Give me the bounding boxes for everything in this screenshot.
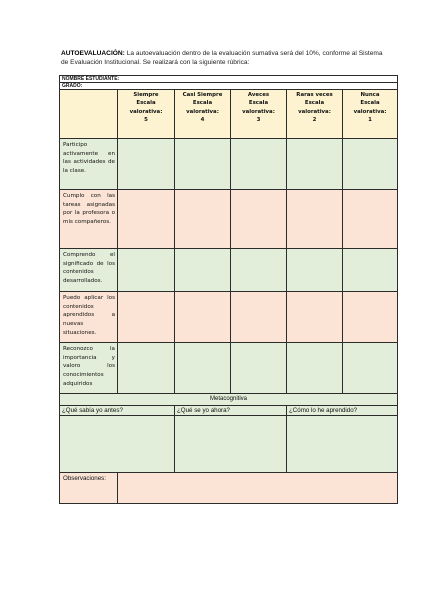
observations-row	[60, 473, 398, 504]
scale-value: 2	[312, 116, 317, 123]
scale-label: valorativa:	[186, 108, 219, 115]
answer-before-field[interactable]	[60, 416, 175, 473]
criterion-text: Comprendo el significado de los contenidos desarrollados.	[60, 249, 118, 292]
scale-label: valorativa:	[242, 108, 275, 115]
scale-value: 5	[144, 116, 148, 123]
scale-value: 3	[256, 116, 261, 123]
student-name-field[interactable]: NOMBRE ESTUDIANTE:	[60, 76, 398, 83]
rating-cell[interactable]	[175, 249, 231, 292]
rating-cell[interactable]	[118, 292, 175, 343]
scale-name: Nunca	[360, 92, 380, 98]
question-now: ¿Qué se yo ahora?	[175, 406, 287, 416]
scale-label: valorativa:	[353, 108, 387, 115]
rating-cell[interactable]	[287, 139, 343, 190]
rating-cell[interactable]	[231, 190, 287, 249]
question-before: ¿Qué sabía yo antes?	[60, 406, 175, 416]
scale-header-1	[343, 90, 398, 139]
rating-cell[interactable]	[231, 343, 287, 394]
scale-name: Raras veces	[296, 92, 333, 98]
question-how: ¿Cómo lo he aprendido?	[287, 406, 398, 416]
scale-name: Casi Siempre	[182, 92, 223, 98]
scale-word: Escala	[304, 100, 325, 107]
intro-label: AUTOEVALUACIÓN:	[61, 50, 125, 57]
scale-value: 4	[200, 116, 205, 123]
rating-cell[interactable]	[175, 139, 231, 190]
rating-cell[interactable]	[118, 343, 175, 394]
observations-label: Observaciones:	[60, 473, 118, 504]
metacognitive-row	[60, 394, 398, 406]
rating-cell[interactable]	[118, 190, 175, 249]
scale-value: 1	[368, 116, 372, 123]
rating-cell[interactable]	[231, 292, 287, 343]
scale-word: Escala	[192, 100, 213, 107]
rating-cell[interactable]	[118, 249, 175, 292]
scale-name: Aveces	[247, 92, 270, 98]
questions-row	[60, 406, 398, 416]
scale-header-3	[231, 90, 287, 139]
observations-field[interactable]	[118, 473, 398, 504]
answer-how-field[interactable]	[287, 416, 398, 473]
criterion-row	[60, 292, 398, 343]
scale-header-2	[287, 90, 343, 139]
answers-row	[60, 416, 398, 473]
rating-cell[interactable]	[343, 343, 398, 394]
rating-cell[interactable]	[287, 292, 343, 343]
criterion-row	[60, 249, 398, 292]
criterion-row	[60, 190, 398, 249]
rating-cell[interactable]	[343, 249, 398, 292]
rating-cell[interactable]	[287, 190, 343, 249]
rating-cell[interactable]	[343, 139, 398, 190]
scale-header-5	[118, 90, 175, 139]
scale-label: valorativa:	[298, 108, 331, 115]
scale-header-4	[175, 90, 231, 139]
rating-cell[interactable]	[287, 249, 343, 292]
criteria-header-cell	[60, 90, 118, 139]
rating-cell[interactable]	[175, 292, 231, 343]
scale-word: Escala	[136, 100, 156, 107]
criterion-text: Participo activamente en las actividades de la clase.	[60, 139, 118, 190]
grade-row	[60, 83, 398, 90]
rating-cell[interactable]	[118, 139, 175, 190]
grade-field[interactable]: GRADO:	[60, 83, 398, 90]
intro-text: La autoevaluación dentro de la evaluación sumativa será del 10%, conforme al Sistema de Evaluación Institucional. Se realizará con la siguiente rúbrica:	[61, 50, 383, 66]
rating-cell[interactable]	[231, 139, 287, 190]
rating-cell[interactable]	[231, 249, 287, 292]
intro-paragraph	[61, 50, 391, 67]
metacognitive-title: Metacognitiva	[60, 394, 398, 406]
scale-word: Escala	[360, 100, 380, 107]
criterion-text: Cumplo con las tareas asignadas por la profesora o mis compañeros.	[60, 190, 118, 249]
criterion-row	[60, 139, 398, 190]
rubric-table	[59, 75, 398, 504]
student-name-row	[60, 76, 398, 83]
rating-cell[interactable]	[287, 343, 343, 394]
criterion-row	[60, 343, 398, 394]
scale-header-row	[60, 90, 398, 139]
rating-cell[interactable]	[175, 343, 231, 394]
scale-label: valorativa:	[129, 108, 163, 115]
answer-now-field[interactable]	[175, 416, 287, 473]
criterion-text: Puedo aplicar los contenidos aprendidos a nuevas situaciones.	[60, 292, 118, 343]
rating-cell[interactable]	[343, 292, 398, 343]
rating-cell[interactable]	[343, 190, 398, 249]
rating-cell[interactable]	[175, 190, 231, 249]
scale-name: Siempre	[133, 92, 159, 98]
criterion-text: Reconozco la importancia y valoro los conocimientos adquiridos	[60, 343, 118, 394]
scale-word: Escala	[248, 100, 269, 107]
